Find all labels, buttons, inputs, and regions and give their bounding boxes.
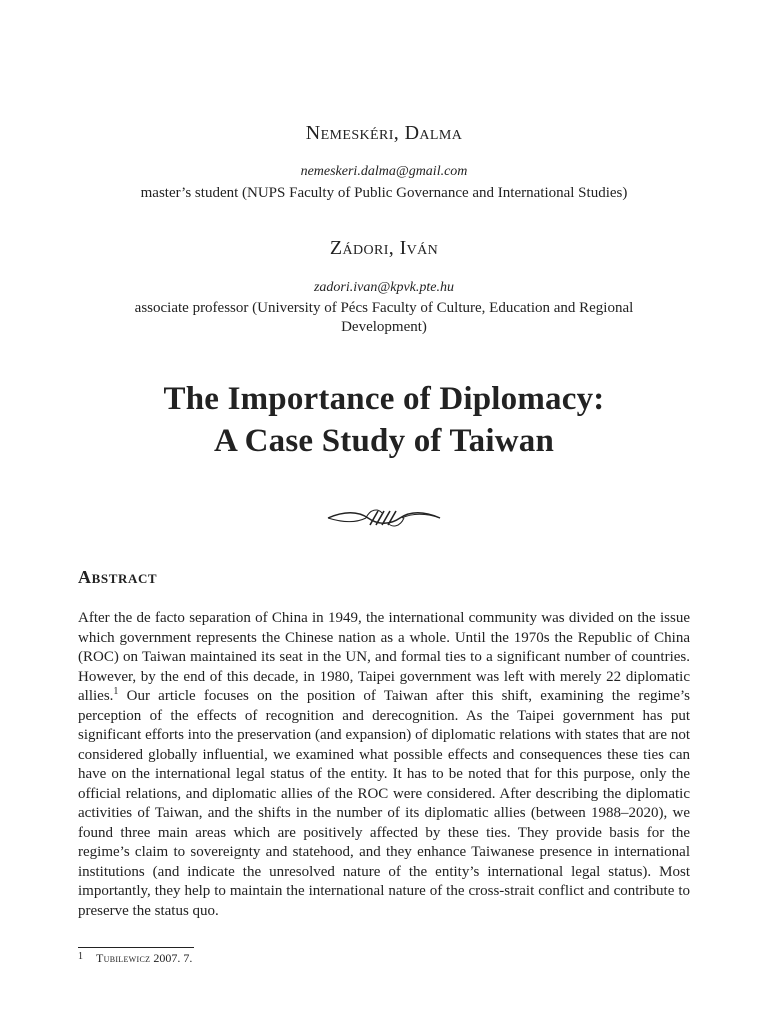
paper-title-line-1: The Importance of Diplomacy:: [163, 381, 605, 417]
abstract-text-part-1: After the de facto separation of China in 1949, the international community was divided on the issue which government represents the Chinese nation as a whole. Until the 1970s the Republic of China (ROC) on Taiwan maintained its seat in the UN, and formal ties to a significant number of countries. However, by the end of this decade, in 1980, Taipei government was left with merely 22 diplomatic allies.: [78, 610, 690, 704]
author-name-1: Nemeskéri, Dalma: [305, 122, 463, 144]
footnote-citation: 2007. 7.: [150, 951, 193, 965]
footnote-author: Tubilewicz: [96, 951, 151, 965]
footnote-rule: [78, 947, 194, 948]
footnote: [78, 951, 192, 966]
flourish-ornament-icon: [326, 505, 442, 531]
author-affiliation-1: master’s student (NUPS Faculty of Public Governance and International Studies): [140, 185, 628, 201]
paper-title-line-2: A Case Study of Taiwan: [213, 423, 554, 459]
footnote-reference[interactable]: 1: [113, 686, 119, 697]
abstract-heading: Abstract: [78, 567, 158, 587]
author-email-2[interactable]: zadori.ivan@kpvk.pte.hu: [313, 280, 454, 295]
author-affiliation-2: associate professor (University of Pécs Faculty of Culture, Education and Regional Development): [134, 300, 634, 335]
author-name-2: Zádori, Iván: [329, 237, 439, 259]
author-email-1[interactable]: nemeskeri.dalma@gmail.com: [300, 164, 468, 179]
footnote-number: 1: [78, 951, 83, 962]
abstract-text-part-2: Our article focuses on the position of Taiwan after this shift, examining the regime’s perception of the effects of recognition and derecognition. As the Taipei government has put significant efforts into the preservation (and expansion) of diplomatic relations with states that are not considered globally influential, we examined what possible effects and consequences these ties can have on the international legal status of the entity. It has to be noted that for this purpose, only the official relations, and diplomatic allies of the ROC were considered. After describing the diplomatic activities of Taiwan, and the shifts in the number of its diplomatic allies (between 1988–2020), we found three main areas which are positively affected by these ties. They provide basis for the regime’s claim to sovereignty and statehood, and they enhance Taiwanese presence in international institutions (and indicate the unresolved nature of the entity’s international legal status). Most importantly, they help to maintain the international nature of the cross-strait conflict and contribute to preserve the status quo.: [78, 688, 690, 919]
abstract-body: [78, 609, 690, 921]
